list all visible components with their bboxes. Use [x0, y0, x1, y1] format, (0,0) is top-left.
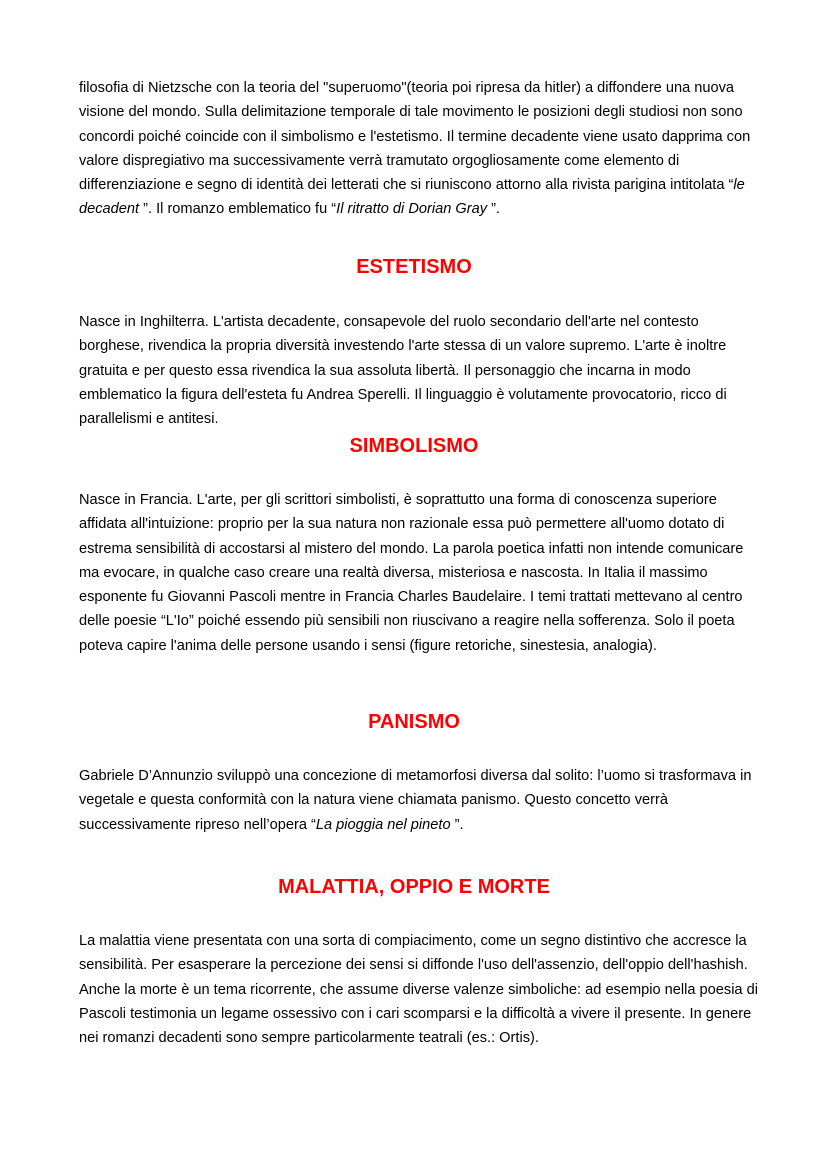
heading-simbolismo: SIMBOLISMO [349, 435, 479, 457]
intro-italic-le-decadent: le decadent [79, 177, 745, 218]
panismo-italic-pioggia: La pioggia nel pineto [315, 816, 451, 833]
malattia-paragraph: La malattia viene presentata con una sorta di compiacimento, come un segno distintivo che accresce la sensibilità. Per esasperare la percezione dei sensi si diffonde l'uso dell'assenzio, dell'oppio dell'hashish. Anche la morte è un tema ricorrente, che assume diverse valenze simboliche: ad esempio nella poesia di Pascoli testimonia un legame ossessivo con i cari scomparsi e la difficoltà a vivere il presente. In genere nei romanzi decadenti sono sempre particolarmente teatrali (es.: Ortis). [79, 933, 758, 1047]
intro-text-1: filosofia di Nietzsche con la teoria del "superuomo"(teoria poi ripresa da hitler) a diffondere una nuova visione del mondo. Sulla delimitazione temporale di tale movimento le posizioni degli studiosi non sono concordi poiché coincide con il simbolismo e l'estetismo. Il termine decadente viene usato dapprima con valore dispregiativo ma successivamente verrà tramutato orgogliosamente come elemento di differenziazione e segno di identità dei letterati che si riuniscono attorno alla rivista parigina intitolata “ [79, 80, 751, 194]
simbolismo-paragraph: Nasce in Francia. L'arte, per gli scrittori simbolisti, è soprattutto una forma di conoscenza superiore affidata all'intuizione: proprio per la sua natura non razionale essa può permettere all'uomo dotato di estrema sensibilità di accostarsi al mistero del mondo. La parola poetica infatti non intende comunicare ma evocare, in qualche caso creare una realtà diversa, misteriosa e nascosta. In Italia il massimo esponente fu Giovanni Pascoli mentre in Francia Charles Baudelaire. I temi trattati mettevano al centro delle poesie “L'Io” poiché essendo più sensibili non riuscivano a reagire nella sofferenza. Solo il poeta poteva capire l'anima delle persone usando i sensi (figure retoriche, sinestesia, analogia). [79, 492, 744, 654]
heading-panismo: PANISMO [368, 711, 460, 733]
panismo-paragraph [79, 764, 759, 837]
panismo-text-2: ”. [450, 816, 464, 833]
heading-malattia: MALATTIA, OPPIO E MORTE [278, 876, 550, 898]
intro-text-2: ”. Il romanzo emblematico fu “ [139, 201, 337, 218]
estetismo-paragraph: Nasce in Inghilterra. L'artista decadente, consapevole del ruolo secondario dell'arte nel contesto borghese, rivendica la propria diversità investendo l'arte stessa di un valore supremo. L'arte è inoltre gratuita e per questo essa rivendica la sua assoluta libertà. Il personaggio che incarna in modo emblematico la figura dell'esteta fu Andrea Sperelli. Il linguaggio è volutamente provocatorio, ricco di parallelismi e antitesi. [79, 314, 727, 428]
heading-estetismo: ESTETISMO [356, 256, 472, 278]
intro-paragraph [79, 76, 759, 222]
panismo-text-1: Gabriele D’Annunzio sviluppò una concezione di metamorfosi diversa dal solito: l’uomo si trasformava in vegetale e questa conformità con la natura viene chiamata panismo. Questo concetto verrà successivamente ripreso nell’opera “ [79, 768, 752, 833]
intro-italic-dorian-gray: Il ritratto di Dorian Gray [336, 201, 488, 218]
intro-text-3: ”. [487, 201, 500, 218]
